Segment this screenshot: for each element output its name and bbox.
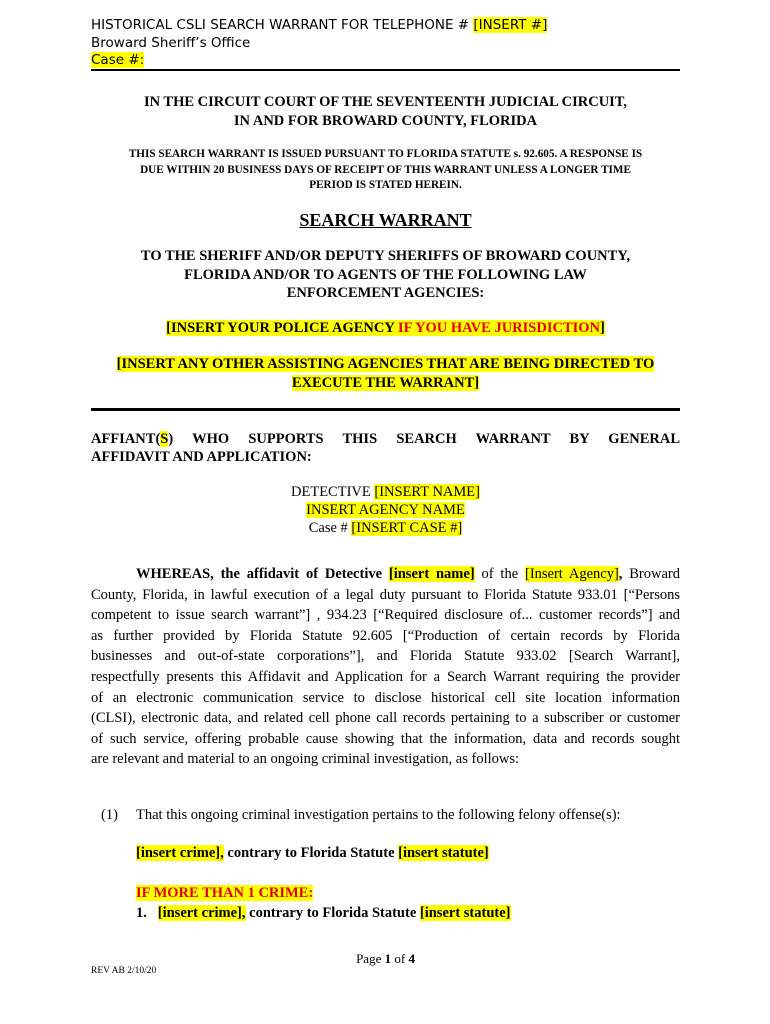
court-heading-line: IN THE CIRCUIT COURT OF THE SEVENTEENTH JUDICIAL CIRCUIT, (143, 94, 628, 110)
document-title: SEARCH WARRANT (299, 210, 472, 230)
agency-name-placeholder: INSERT AGENCY NAME (306, 502, 465, 518)
whereas-lead: WHEREAS, the affidavit of Detective (136, 566, 389, 582)
header-title (91, 17, 681, 34)
crime-line (136, 844, 489, 863)
assist-insert-line: EXECUTE THE WARRANT] (291, 374, 480, 391)
agency-insert (91, 319, 680, 338)
paragraph-line: (CLSI), electronic data, and related cell phone call records pertaining to a subscriber or customer (91, 710, 680, 727)
statute-notice (91, 147, 680, 194)
affiant-word: SEARCH (396, 431, 457, 447)
assist-insert-line: [INSERT ANY OTHER ASSISTING AGENCIES THAT ARE BEING DIRECTED TO (116, 356, 655, 372)
list-number: 1. (136, 905, 147, 921)
affiant-heading (91, 430, 680, 449)
paragraph-line: of an electronic communication service to disclose historical cell site location information (91, 689, 680, 706)
affiant-word: SUPPORTS (248, 431, 324, 447)
address-line: TO THE SHERIFF AND/OR DEPUTY SHERIFFS OF BROWARD COUNTY, (140, 248, 631, 264)
whereas-paragraph (91, 564, 680, 770)
address-line: ENFORCEMENT AGENCIES: (286, 285, 485, 301)
statute-placeholder: [insert statute] (419, 905, 511, 921)
paragraph-line: respectfully presents this Affidavit and Application for a Search Warrant requiring the provider (91, 668, 680, 685)
affiant-word: BY (569, 431, 590, 447)
assisting-agencies-insert (91, 355, 680, 392)
affiant-word: ) (168, 431, 174, 447)
agency-line (91, 501, 680, 519)
court-heading (91, 93, 680, 131)
detective-label: DETECTIVE (291, 484, 375, 500)
crime-placeholder: [insert crime], (136, 845, 224, 861)
contrary-text: contrary to Florida Statute (245, 905, 420, 921)
case-label: Case #: (91, 52, 145, 68)
affiant-word: AFFIANT( (91, 431, 161, 447)
whereas-comma: , (618, 566, 623, 582)
paragraph-line: businesses and out-of-state corporations”], and Florida Statute 933.02 [Search Warrant], (91, 648, 680, 665)
detective-name-placeholder: [insert name] (388, 566, 475, 582)
detective-name-placeholder: [INSERT NAME] (374, 484, 480, 500)
case-line (91, 519, 680, 537)
paragraph-line: as further provided by Florida Statute 92.605 [“Production of certain records by Florida (91, 627, 680, 644)
crime-placeholder: [insert crime], (157, 905, 246, 921)
affiant-block (91, 483, 680, 537)
agency-insert-close: ] (600, 320, 605, 336)
header-case-number (91, 52, 681, 69)
warrant-address (91, 247, 680, 303)
section-rule (91, 408, 680, 411)
affiant-heading-line2: AFFIDAVIT AND APPLICATION: (91, 449, 312, 465)
affiant-word: THIS (342, 431, 378, 447)
paragraph-line: County, Florida, in lawful execution of a legal duty pursuant to Florida Statute 933.01 [“Persons (91, 586, 680, 603)
page-number (91, 950, 680, 967)
agency-placeholder: [Insert Agency] (524, 566, 619, 582)
header-agency: Broward Sheriff’s Office (91, 35, 251, 51)
court-heading-line: IN AND FOR BROWARD COUNTY, FLORIDA (233, 113, 538, 129)
case-number-placeholder: [INSERT CASE #] (351, 520, 463, 536)
page-label: Page (356, 951, 385, 966)
multiple-crimes-label: IF MORE THAN 1 CRIME: (136, 885, 314, 901)
address-line: FLORIDA AND/OR TO AGENTS OF THE FOLLOWING LAW (184, 266, 587, 283)
page-of: of (391, 951, 409, 966)
affiant-word: WARRANT (475, 431, 551, 447)
contrary-text: contrary to Florida Statute (223, 845, 399, 861)
affiant-word: WHO (192, 431, 230, 447)
revision-label: REV AB 2/10/20 (91, 966, 157, 976)
whereas-text: of the (474, 566, 525, 582)
paragraph-line (91, 564, 680, 585)
whereas-text: Broward (622, 566, 681, 582)
case-label: Case # (308, 520, 352, 536)
statute-placeholder: [insert statute] (398, 845, 489, 861)
header-rule (91, 69, 680, 71)
multiple-crimes-note (136, 884, 313, 903)
affiant-plural-s: S (160, 431, 169, 447)
agency-insert-text: [INSERT YOUR POLICE AGENCY (166, 320, 398, 336)
crime-list-item (136, 904, 511, 923)
paragraph-line: are relevant and material to an ongoing criminal investigation, as follows: (91, 751, 520, 768)
header-title-text: HISTORICAL CSLI SEARCH WARRANT FOR TELEPHONE # (91, 17, 474, 33)
page-total: 4 (408, 951, 415, 966)
page-current: 1 (384, 951, 392, 966)
notice-line: PERIOD IS STATED HEREIN. (309, 179, 462, 191)
paragraph-line: of such service, offering probable cause showing that the information, data and records sought (91, 730, 680, 747)
telephone-placeholder: [INSERT #] (473, 17, 548, 33)
notice-line: DUE WITHIN 20 BUSINESS DAYS OF RECEIPT OF THIS WARRANT UNLESS A LONGER TIME (140, 163, 631, 176)
item-number: (1) (101, 807, 118, 823)
paragraph-line: competent to issue search warrant”] , 934.23 [“Required disclosure of... customer records”] and (91, 607, 680, 624)
notice-line: THIS SEARCH WARRANT IS ISSUED PURSUANT TO FLORIDA STATUTE s. 92.605. A RESPONSE IS (128, 148, 643, 160)
detective-line (91, 483, 680, 501)
affiant-word: GENERAL (608, 431, 681, 447)
jurisdiction-note: IF YOU HAVE JURISDICTION (397, 320, 601, 336)
item-text: That this ongoing criminal investigation pertains to the following felony offense(s): (136, 807, 621, 823)
